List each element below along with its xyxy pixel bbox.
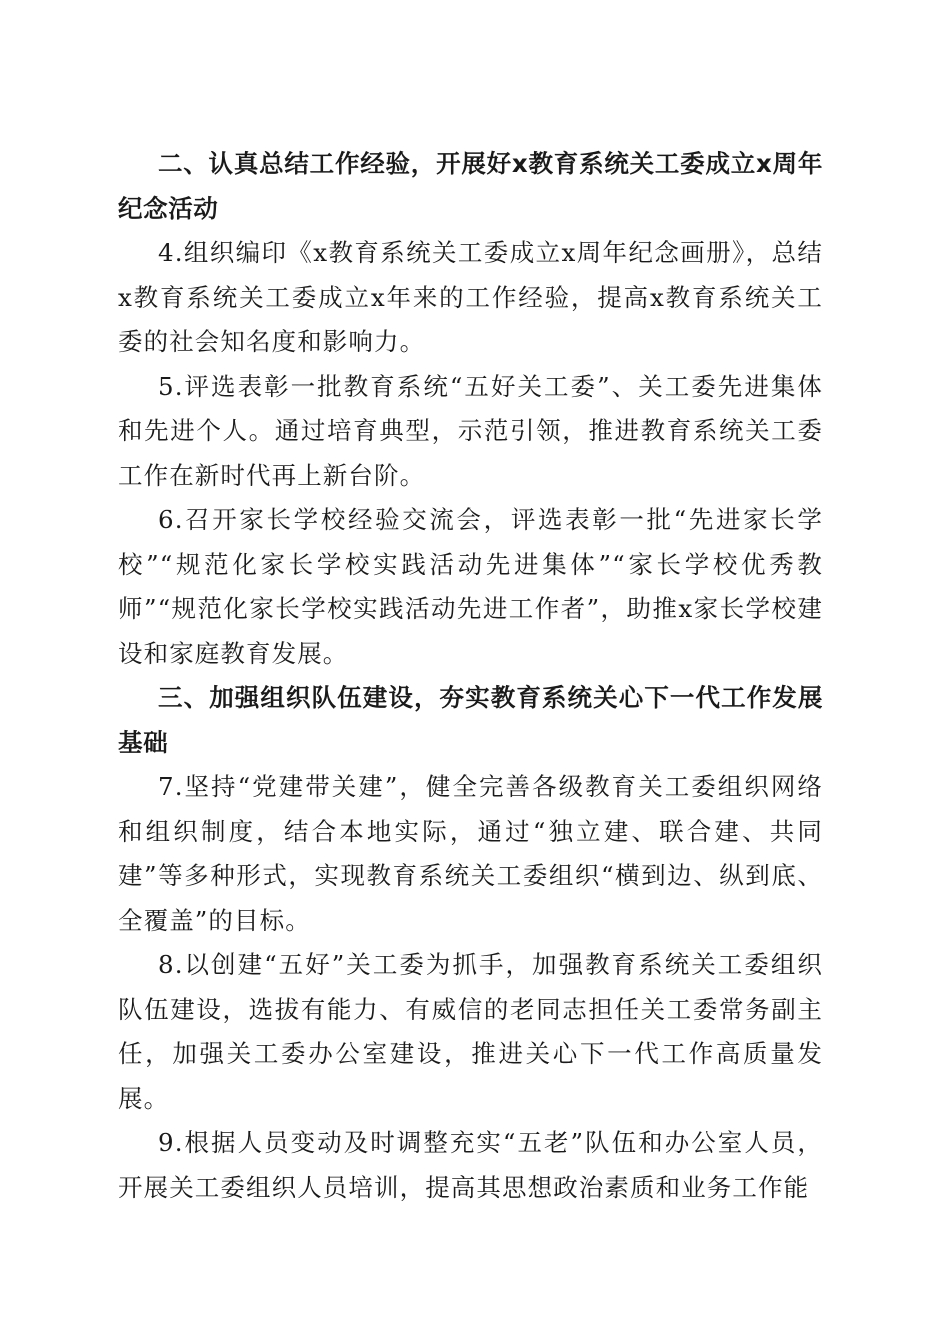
paragraph-item-9: 9.根据人员变动及时调整充实“五老”队伍和办公室人员，开展关工委组织人员培训，提高其思想政治素质和业务工作能	[118, 1128, 823, 1202]
paragraph-item-6: 6.召开家长学校经验交流会，评选表彰一批“先进家长学校”“规范化家长学校实践活动先进集体”“家长学校优秀教师”“规范化家长学校实践活动先进工作者”，助推x家长学校建设和家庭教育发展。	[118, 505, 823, 668]
paragraph-item-5: 5.评选表彰一批教育系统“五好关工委”、关工委先进集体和先进个人。通过培育典型，示范引领，推进教育系统关工委工作在新时代再上新台阶。	[118, 371, 823, 490]
document-body	[118, 142, 823, 1210]
section-heading-3: 三、加强组织队伍建设，夯实教育系统关心下一代工作发展基础	[118, 683, 823, 757]
section-heading-2: 二、认真总结工作经验，开展好x教育系统关工委成立x周年纪念活动	[118, 149, 823, 223]
paragraph-item-4: 4.组织编印《x教育系统关工委成立x周年纪念画册》，总结x教育系统关工委成立x年来的工作经验，提高x教育系统关工委的社会知名度和影响力。	[118, 238, 823, 356]
paragraph-item-8: 8.以创建“五好”关工委为抓手，加强教育系统关工委组织队伍建设，选拔有能力、有威信的老同志担任关工委常务副主任，加强关工委办公室建设，推进关心下一代工作高质量发展。	[118, 950, 823, 1113]
paragraph-item-7: 7.坚持“党建带关建”，健全完善各级教育关工委组织网络和组织制度，结合本地实际，通过“独立建、联合建、共同建”等多种形式，实现教育系统关工委组织“横到边、纵到底、全覆盖”的目标。	[118, 772, 823, 935]
